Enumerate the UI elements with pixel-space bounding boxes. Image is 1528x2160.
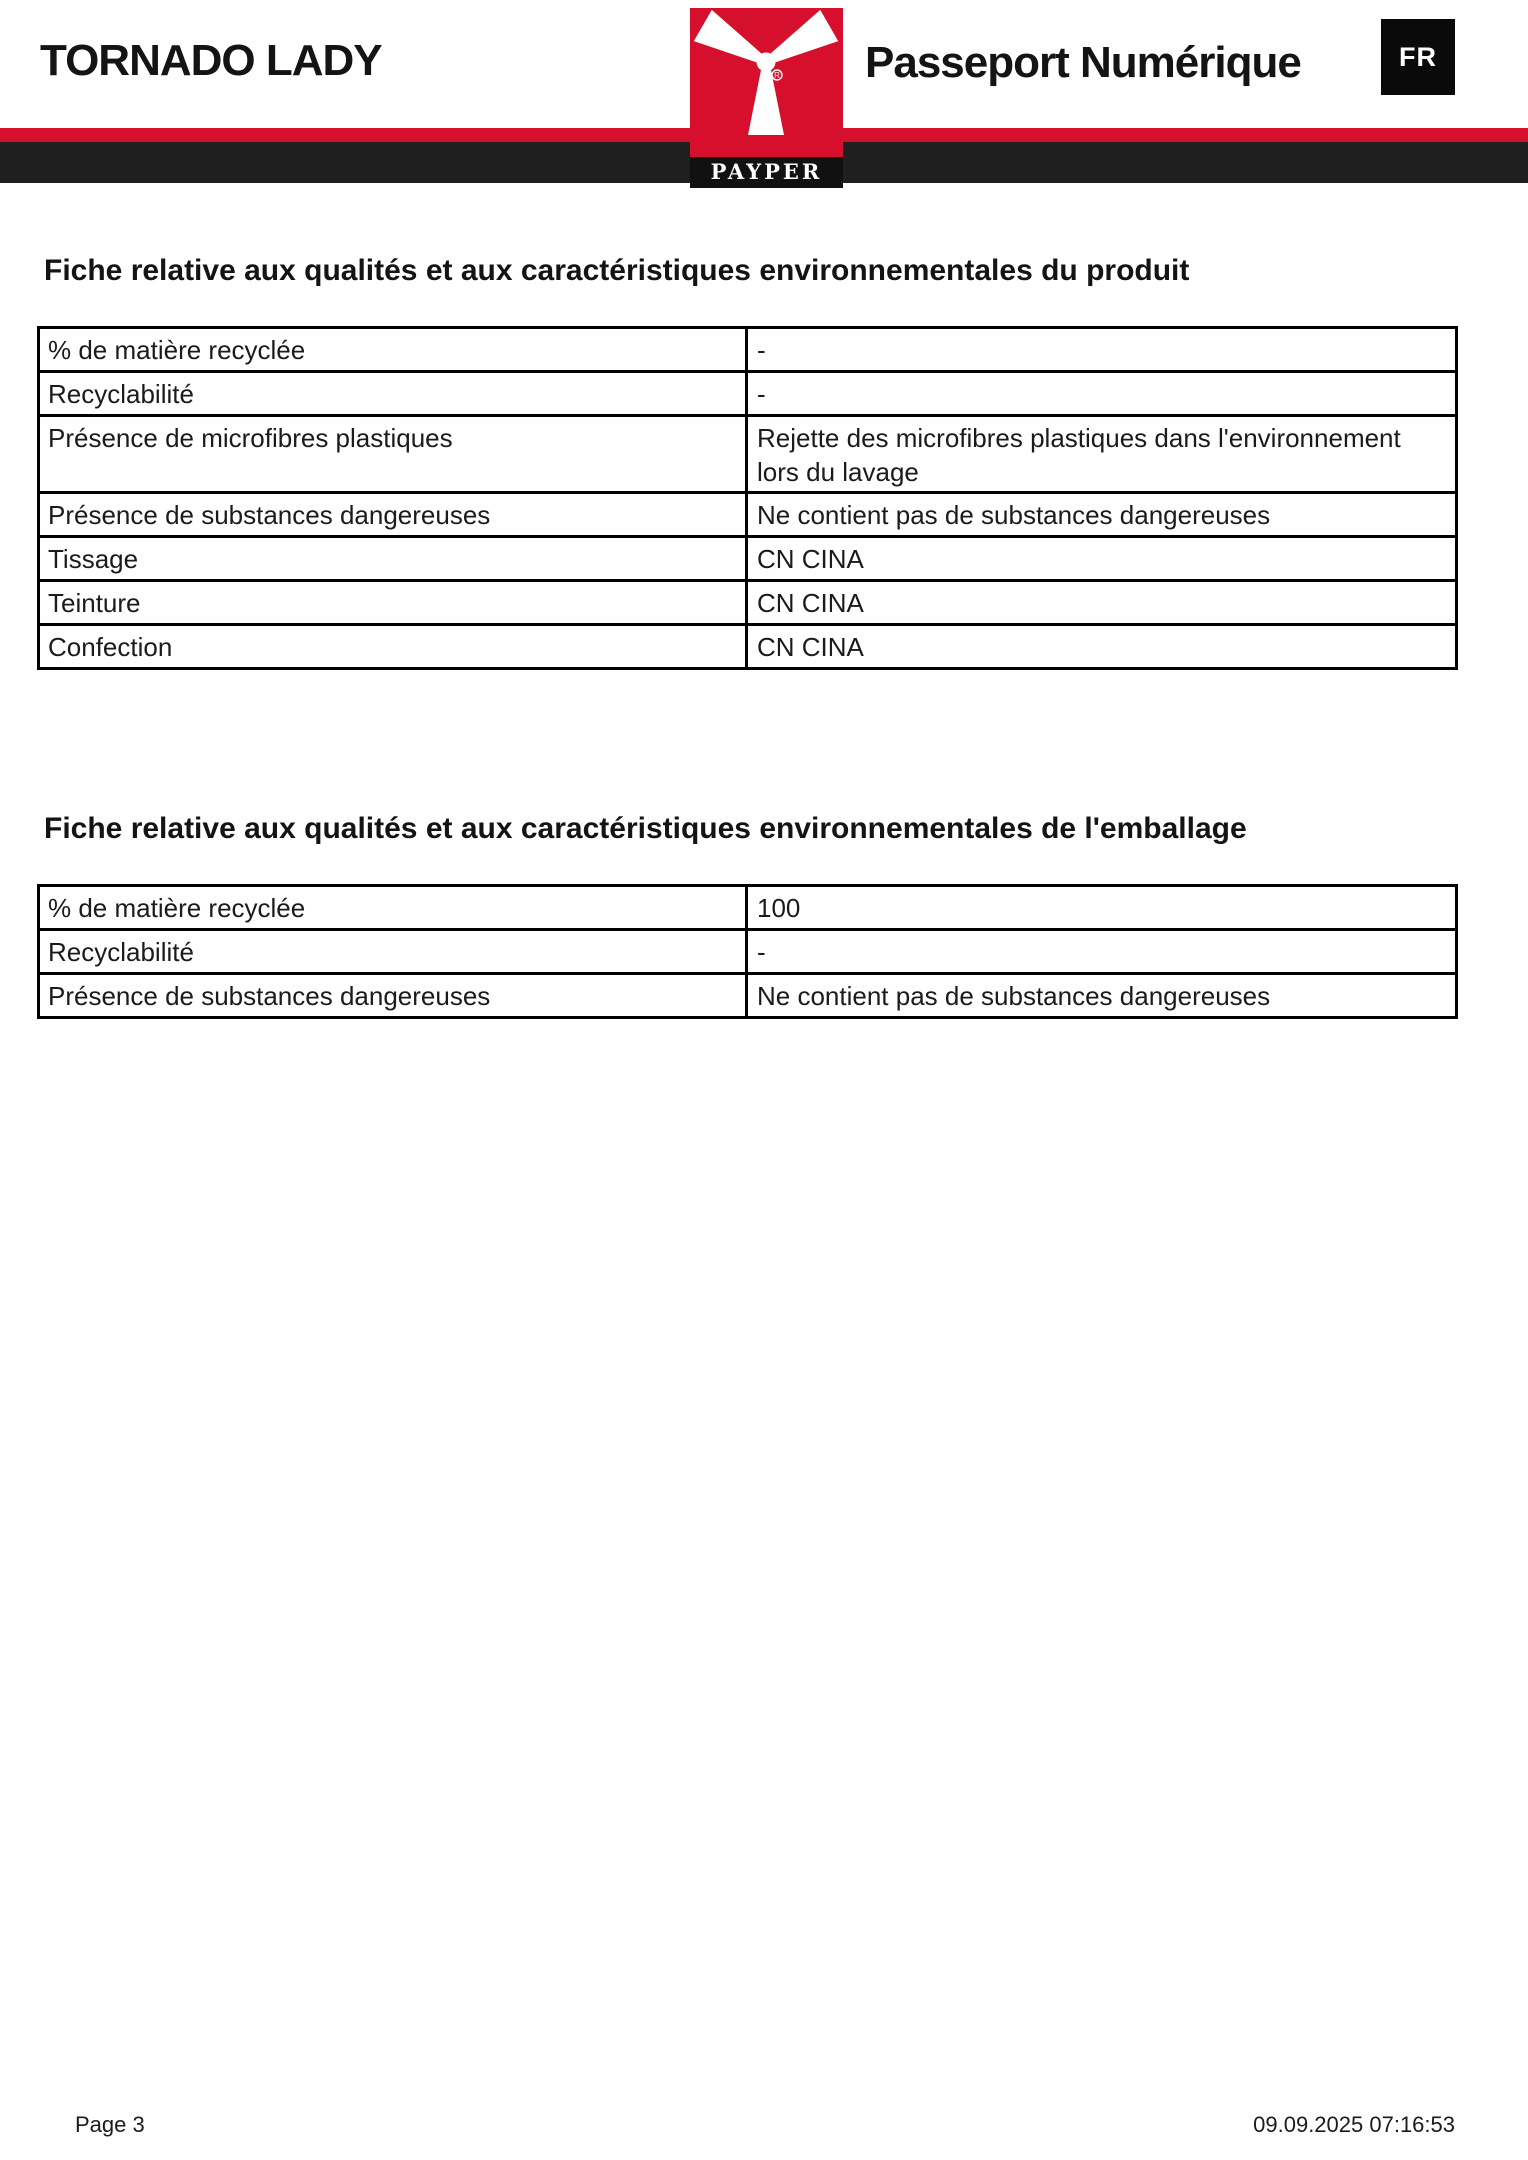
row-value: - <box>747 930 1457 974</box>
row-label: Présence de substances dangereuses <box>39 493 747 537</box>
row-value: - <box>747 328 1457 372</box>
row-value: CN CINA <box>747 625 1457 669</box>
row-label: Confection <box>39 625 747 669</box>
section-title-product: Fiche relative aux qualités et aux caractéristiques environnementales du produit <box>44 254 1190 287</box>
table-row <box>39 930 1457 974</box>
table-row <box>39 416 1457 493</box>
row-value: - <box>747 372 1457 416</box>
row-label: Tissage <box>39 537 747 581</box>
brand-box <box>690 157 843 188</box>
brand-name: PAYPER <box>710 159 823 184</box>
row-value: 100 <box>747 886 1457 930</box>
payper-logo <box>690 8 843 188</box>
row-label: Recyclabilité <box>39 930 747 974</box>
product-spec-table <box>37 326 1458 670</box>
table-row <box>39 493 1457 537</box>
row-value: Rejette des microfibres plastiques dans l'environnement lors du lavage <box>747 416 1457 493</box>
row-value: Ne contient pas de substances dangereuses <box>747 493 1457 537</box>
table-row <box>39 537 1457 581</box>
print-timestamp: 09.09.2025 07:16:53 <box>1253 2112 1455 2137</box>
table-row <box>39 372 1457 416</box>
row-label: % de matière recyclée <box>39 886 747 930</box>
table-row <box>39 886 1457 930</box>
document-title: Passeport Numérique <box>865 38 1301 87</box>
product-title: TORNADO LADY <box>40 36 382 85</box>
row-label: Présence de microfibres plastiques <box>39 416 747 493</box>
row-value: CN CINA <box>747 581 1457 625</box>
page-number: Page 3 <box>75 2112 145 2137</box>
language-badge: FR <box>1381 19 1455 95</box>
packaging-spec-table <box>37 884 1458 1019</box>
row-label: % de matière recyclée <box>39 328 747 372</box>
row-label: Teinture <box>39 581 747 625</box>
windmill-icon <box>690 8 843 157</box>
row-value: CN CINA <box>747 537 1457 581</box>
section-title-packaging: Fiche relative aux qualités et aux caractéristiques environnementales de l'emballage <box>44 812 1247 845</box>
row-value: Ne contient pas de substances dangereuses <box>747 974 1457 1018</box>
row-label: Présence de substances dangereuses <box>39 974 747 1018</box>
table-row <box>39 625 1457 669</box>
row-label: Recyclabilité <box>39 372 747 416</box>
svg-text:R: R <box>774 70 780 80</box>
table-row <box>39 328 1457 372</box>
table-row <box>39 974 1457 1018</box>
table-row <box>39 581 1457 625</box>
